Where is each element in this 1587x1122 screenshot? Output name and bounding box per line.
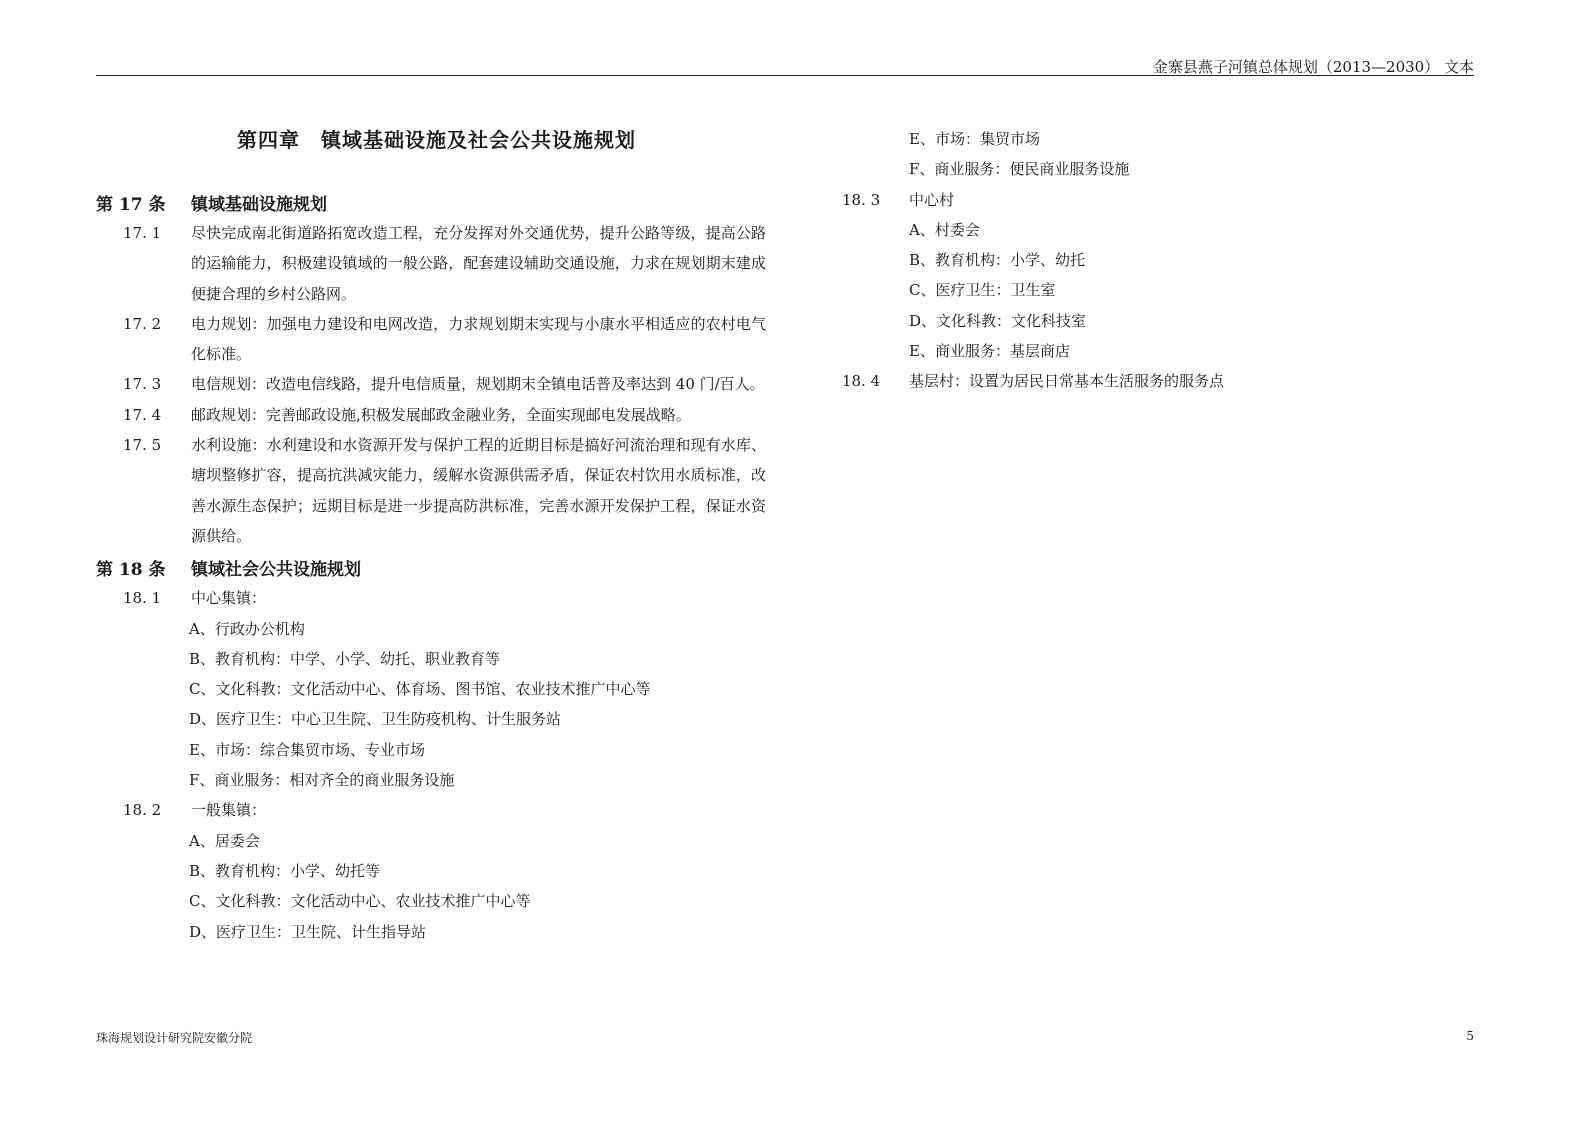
article-17-heading	[96, 186, 766, 218]
article-number: 第 18 条	[96, 559, 166, 580]
clause-18-2	[96, 795, 766, 825]
clause-text: 基层村：设置为居民日常基本生活服务的服务点	[909, 372, 1225, 391]
article-18-heading	[96, 551, 766, 583]
article-title: 镇域社会公共设施规划	[191, 559, 361, 580]
chapter-title: 第四章 镇域基础设施及社会公共设施规划	[237, 128, 636, 152]
clause-17-4	[96, 400, 766, 430]
clause-text: 中心村	[909, 190, 955, 209]
footer-organization: 珠海规划设计研究院安徽分院	[96, 1031, 253, 1045]
list-item: E、商业服务：基层商店	[909, 342, 1070, 361]
clause-17-5	[96, 430, 766, 551]
clause-number: 17. 3	[123, 375, 162, 394]
clause-number: 17. 1	[123, 224, 162, 242]
clause-text: 尽快完成南北街道路拓宽改造工程，充分发挥对外交通优势，提升公路等级，提高公路的运输能力，积极建设镇域的一般公路，配套建设辅助交通设施，力求在规划期末建成便捷合理的乡村公路网。	[191, 224, 766, 303]
clause-number: 18. 2	[123, 801, 162, 820]
clause-18-1	[96, 583, 766, 613]
clause-text: 邮政规划：完善邮政设施,积极发展邮政金融业务，全面实现邮电发展战略。	[191, 405, 691, 424]
list-item: C、文化科教：文化活动中心、体育场、图书馆、农业技术推广中心等	[189, 680, 651, 699]
clause-17-1	[96, 218, 766, 309]
clause-number: 18. 1	[123, 589, 162, 608]
list-item: C、文化科教：文化活动中心、农业技术推广中心等	[189, 892, 531, 911]
clause-text: 电信规划：改造电信线路，提升电信质量，规划期末全镇电话普及率达到 40 门/百人。	[191, 375, 765, 394]
clause-number: 17. 4	[123, 405, 162, 424]
list-item: D、医疗卫生：中心卫生院、卫生防疫机构、计生服务站	[189, 710, 562, 729]
clause-text: 一般集镇：	[191, 801, 267, 820]
list-item: F、商业服务：便民商业服务设施	[909, 160, 1130, 179]
clause-text: 电力规划：加强电力建设和电网改造，力求规划期末实现与小康水平相适应的农村电气化标准。	[191, 314, 766, 364]
list-item: C、医疗卫生：卫生室	[909, 281, 1056, 300]
list-item: A、行政办公机构	[189, 619, 305, 638]
list-item: D、医疗卫生：卫生院、计生指导站	[189, 922, 427, 941]
list-item: F、商业服务：相对齐全的商业服务设施	[189, 771, 455, 790]
list-item: B、教育机构：小学、幼托	[909, 251, 1086, 270]
clause-number: 17. 5	[123, 436, 162, 455]
article-number: 第 17 条	[96, 194, 166, 215]
clause-text: 中心集镇：	[191, 589, 267, 608]
page-number: 5	[1466, 1029, 1474, 1043]
clause-text: 水利设施：水利建设和水资源开发与保护工程的近期目标是搞好河流治理和现有水库、塘坝整修扩容，提高抗洪减灾能力，缓解水资源供需矛盾，保证农村饮用水质标准，改善水源生态保护；远期目标是进一步提高防洪标准，完善水源开发保护工程，保证水资源供给。	[191, 436, 766, 545]
list-item: E、市场：综合集贸市场、专业市场	[189, 740, 425, 759]
list-item: A、居委会	[189, 831, 260, 850]
document-header-title: 金寨县燕子河镇总体规划（2013—2030） 文本	[1152, 58, 1474, 76]
clause-number: 18. 4	[842, 372, 881, 391]
clause-18-4	[842, 366, 1462, 396]
clause-18-3	[842, 185, 1462, 215]
clause-number: 18. 3	[842, 190, 881, 209]
list-item: B、教育机构：中学、小学、幼托、职业教育等	[189, 649, 501, 668]
clause-17-3	[96, 369, 766, 399]
list-item: D、文化科教：文化科技室	[909, 311, 1087, 330]
list-item: E、市场：集贸市场	[909, 130, 1040, 148]
list-item: A、村委会	[909, 220, 980, 239]
article-title: 镇域基础设施规划	[191, 194, 327, 215]
left-column	[96, 186, 766, 947]
right-column	[842, 124, 1462, 397]
list-item: B、教育机构：小学、幼托等	[189, 861, 381, 880]
header-divider	[96, 75, 1474, 76]
clause-17-2	[96, 309, 766, 370]
clause-number: 17. 2	[123, 314, 162, 333]
